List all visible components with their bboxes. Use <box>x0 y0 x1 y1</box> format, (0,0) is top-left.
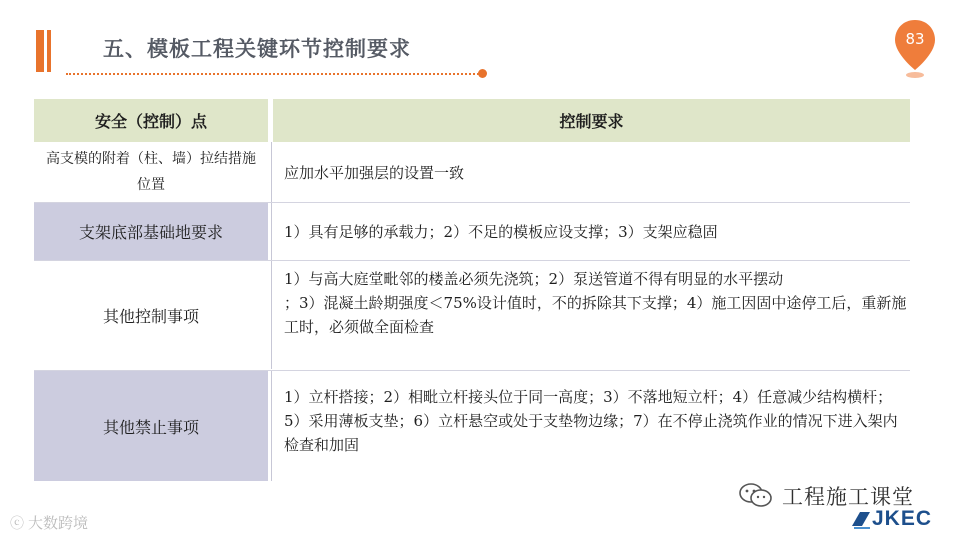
requirement-text: 1）具有足够的承载力；2）不足的模板应设支撑；3）支架应稳固 <box>284 223 718 241</box>
requirement-cell <box>271 371 910 481</box>
watermark-logo-icon: ⓒ <box>10 516 24 532</box>
table-row <box>34 142 910 202</box>
title-accent-bar-thin <box>47 30 51 72</box>
jkec-logo-icon <box>850 508 872 530</box>
table-row <box>34 261 910 369</box>
title-accent-bar <box>36 30 44 72</box>
requirement-text: 1）与高大庭堂毗邻的楼盖必须先浇筑；2）泵送管道不得有明显的水平摆动 ；3）混凝土龄期强度＜75%设计值时，不的拆除其下支撑；4）施工因固中途停工后，重新施工时，必须做全面检查 <box>284 270 907 336</box>
requirement-cell <box>271 142 910 202</box>
watermark-left-text: 大数跨境 <box>28 514 89 532</box>
column-header-requirement: 控制要求 <box>271 99 910 142</box>
requirement-cell <box>271 203 910 260</box>
table-row <box>34 203 910 260</box>
title-divider-dot <box>478 69 487 78</box>
requirement-text: 1）立杆搭接；2）相毗立杆接头位于同一高度；3）不落地短立杆；4）任意减少结构横杆；5）采用薄板支垫；6）立杆悬空或处于支垫物边缘；7）在不停止浇筑作业的情况下进入架内检查和加固 <box>284 388 898 454</box>
wechat-icon <box>738 482 774 508</box>
control-point-cell: 其他控制事项 <box>34 261 268 369</box>
control-point-cell: 支架底部基础地要求 <box>34 203 268 260</box>
page-title: 五、模板工程关键环节控制要求 <box>103 37 411 61</box>
title-divider <box>66 73 482 75</box>
brand-logo-text: JKEC <box>872 507 933 530</box>
map-pin-icon <box>893 18 937 80</box>
table-row <box>34 371 910 481</box>
control-point-cell: 其他禁止事项 <box>34 371 268 481</box>
requirement-text: 应加水平加强层的设置一致 <box>284 163 465 182</box>
requirement-cell <box>271 261 910 369</box>
watermark-left <box>10 512 88 533</box>
wechat-account-name: 工程施工课堂 <box>782 485 914 509</box>
column-header-control-point: 安全（控制）点 <box>34 99 268 142</box>
control-point-cell: 高支模的附着（柱、墙）拉结措施位置 <box>34 142 268 202</box>
page-number: 83 <box>905 30 925 48</box>
page-number-badge <box>893 18 937 80</box>
table-header-row <box>34 99 910 142</box>
